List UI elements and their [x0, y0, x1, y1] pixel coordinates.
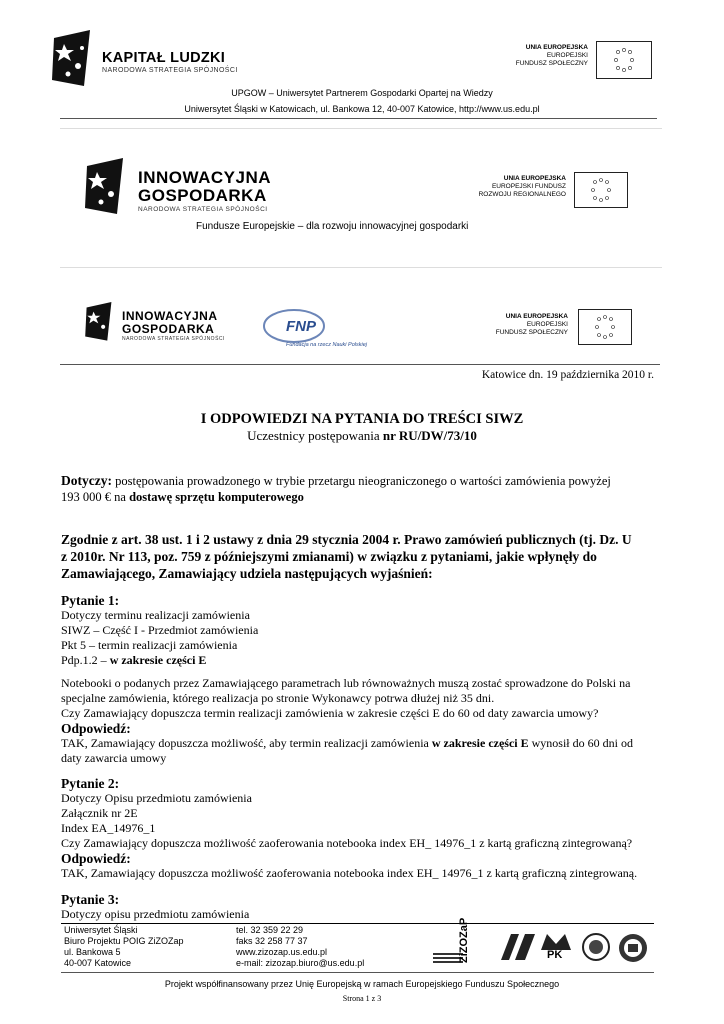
fnp-subtext: Fundacja na rzecz Nauki Polskiej [286, 342, 368, 348]
ue-line: EUROPEJSKI FUNDUSZ [491, 183, 566, 190]
ig-tagline: Fundusze Europejskie – dla rozwoju innowacyjnej gospodarki [196, 221, 469, 232]
pk-logo [539, 930, 573, 964]
dotyczy-line-2 [61, 490, 681, 506]
ig-title-1: INNOWACYJNA [138, 168, 272, 187]
footer-address-line: 40-007 Katowice [64, 958, 132, 968]
dotyczy-line-1 [61, 473, 681, 490]
zizozap-text: ZiZOZaP [458, 917, 470, 963]
question-1-line: Pkt 5 – termin realizacji zamówienia [61, 638, 238, 652]
document-date: Katowice dn. 19 października 2010 r. [481, 369, 654, 381]
question-2-line: Dotyczy Opisu przedmiotu zamówienia [61, 791, 252, 805]
footer-address-line: ul. Bankowa 5 [64, 947, 121, 957]
ue-line: EUROPEJSKI [526, 321, 568, 328]
dotyczy-subject: dostawę sprzętu komputerowego [129, 489, 304, 504]
pdp-bold: w zakresie części E [109, 653, 207, 667]
question-3-line: Dotyczy opisu przedmiotu zamówienia [61, 907, 250, 921]
ig-emblem-icon [84, 158, 126, 221]
dotyczy-paragraph [61, 473, 681, 505]
question-1-pdp [61, 653, 661, 668]
footer-contact-line: www.zizozap.us.edu.pl [236, 947, 328, 957]
ue-line: UNIA EUROPEJSKA [503, 175, 566, 182]
footer-divider [61, 972, 654, 973]
kapital-ludzki-title: KAPITAŁ LUDZKI [102, 50, 226, 66]
footer-contact-line: tel. 32 359 22 29 [236, 925, 304, 935]
question-1-line: Dotyczy terminu realizacji zamówienia [61, 608, 250, 622]
footer-cofinance: Projekt współfinansowany przez Unię Europejską w ramach Europejskiego Funduszu Społecznego [164, 979, 560, 989]
question-2 [61, 776, 681, 881]
zgodnie-line: Zgodnie z art. 38 ust. 1 i 2 ustawy z dnia 29 stycznia 2004 r. Prawo zamówień publicznych (tj. Dz. U [61, 532, 632, 547]
footer-contact-line: e-mail: zizozap.biuro@us.edu.pl [236, 958, 365, 968]
fnp-ig-subtitle: NARODOWA STRATEGIA SPÓJNOŚCI [122, 336, 225, 342]
answer-1-prefix: TAK, Zamawiający dopuszcza możliwość, aby termin realizacji zamówienia [61, 736, 432, 750]
footer-contact-line: faks 32 258 77 37 [236, 936, 308, 946]
eu-flag-icon [574, 172, 628, 208]
ig-subtitle: NARODOWA STRATEGIA SPÓJNOŚCI [138, 206, 268, 213]
answer-1-line [61, 736, 681, 751]
question-1-text-line: Czy Zamawiający dopuszcza termin realizacji zamówienia w zakresie części E do 60 od daty zawarcia umowy? [61, 706, 599, 720]
answer-1-bold: w zakresie części E [431, 736, 529, 750]
ue-line: UNIA EUROPEJSKA [525, 44, 588, 51]
footer-address [64, 925, 184, 969]
question-3-heading: Pytanie 3: [61, 892, 120, 907]
question-2-line: Załącznik nr 2E [61, 806, 138, 820]
answer-2-heading: Odpowiedź: [61, 851, 131, 866]
eu-flag-icon [578, 309, 632, 345]
footer-contact [61, 917, 654, 970]
question-1 [61, 593, 661, 668]
subtitle-prefix: Uczestnicy postępowania [247, 428, 383, 443]
ue-line: UNIA EUROPEJSKA [505, 313, 568, 320]
kapital-ludzki-emblem-icon [52, 30, 92, 88]
ue-label-ig [462, 175, 566, 199]
kapital-ludzki-subtitle: NARODOWA STRATEGIA SPÓJNOŚCI [102, 67, 238, 74]
page-subtitle [0, 428, 724, 444]
kapital-ludzki-logo [52, 30, 92, 88]
question-2-heading: Pytanie 2: [61, 776, 120, 791]
question-3 [61, 892, 661, 922]
zgodnie-line: z 2010r. Nr 113, poz. 759 z późniejszymi zmianami) w związku z pytaniami, jakie wpłynęły do [61, 549, 597, 564]
question-1-heading: Pytanie 1: [61, 593, 120, 608]
answer-1-heading: Odpowiedź: [61, 721, 131, 736]
subtitle-number: nr RU/DW/73/10 [382, 428, 477, 443]
footer-address-line: Biuro Projektu POIG ZiZOZap [64, 936, 184, 946]
ig-emblem-small-icon [84, 302, 114, 347]
pdp-prefix: Pdp.1.2 – [61, 653, 110, 667]
header-divider [60, 118, 657, 119]
fnp-ig-title-1: INNOWACYJNA [122, 309, 218, 323]
question-2-line: Czy Zamawiający dopuszcza możliwość zaoferowania notebooka index EH_ 14976_1 z kartą graficzną zintegrowaną? [61, 836, 633, 850]
ue-line: EUROPEJSKI [546, 52, 588, 59]
dotyczy-text: postępowania prowadzonego w trybie przetargu nieograniczonego o wartości zamówienia powyżej [111, 474, 611, 488]
question-1-text-line: specjalne zamówienia, którego realizacja po stronie Wykonawcy potrwa dłużej niż 35 dni. [61, 691, 495, 705]
footer-contacts [236, 925, 364, 969]
dotyczy-label: Dotyczy: [61, 473, 112, 488]
seal-2-icon [617, 932, 649, 967]
dotyczy-amount: 193 000 € na [61, 489, 130, 504]
pk-text: PK [547, 949, 563, 961]
fnp-logo [262, 306, 392, 352]
ue-line: ROZWOJU REGIONALNEGO [478, 191, 566, 198]
us-logo-icon [497, 930, 537, 967]
question-1-text [61, 676, 681, 766]
ue-label-fnp [466, 313, 568, 337]
answer-2-text: TAK, Zamawiający dopuszcza możliwość zaoferowania notebooka index EH_ 14976_1 z kartą graficzną zintegrowaną. [61, 866, 638, 880]
header-line-1: UPGOW – Uniwersytet Partnerem Gospodarki Opartej na Wiedzy [231, 88, 493, 98]
ue-label-top [478, 44, 588, 68]
page-number: Strona 1 z 3 [342, 994, 382, 1003]
banner-divider [60, 364, 660, 365]
question-2-line: Index EA_14976_1 [61, 821, 156, 835]
university-seal-icon [581, 932, 611, 965]
header-line-2: Uniwersytet Śląski w Katowicach, ul. Bankowa 12, 40-007 Katowice, http://www.us.edu.pl [184, 104, 540, 114]
question-1-text-line: Notebooki o podanych przez Zamawiającego parametrach lub równoważnych muszą zostać sprowadzone do Polski na [61, 676, 631, 690]
ue-line: FUNDUSZ SPOŁECZNY [515, 60, 588, 67]
answer-1-line-2: daty zawarcia umowy [61, 751, 167, 765]
answer-1-suffix: wynosił do 60 dni od [528, 736, 633, 750]
page-title: I ODPOWIEDZI NA PYTANIA DO TREŚCI SIWZ [200, 411, 524, 427]
fnp-ig-title-2: GOSPODARKA [122, 322, 215, 336]
ig-title-2: GOSPODARKA [138, 186, 267, 205]
zizozap-logo [431, 917, 491, 967]
ue-line: FUNDUSZ SPOŁECZNY [495, 329, 568, 336]
eu-flag-icon [596, 41, 652, 79]
zgodnie-line: Zamawiającego, Zamawiający udziela następujących wyjaśnień: [61, 566, 433, 581]
question-1-line: SIWZ – Część I - Przedmiot zamówienia [61, 623, 259, 637]
fnp-text: FNP [286, 318, 316, 335]
footer-address-line: Uniwersytet Śląski [64, 925, 138, 935]
zgodnie-paragraph [61, 531, 671, 582]
